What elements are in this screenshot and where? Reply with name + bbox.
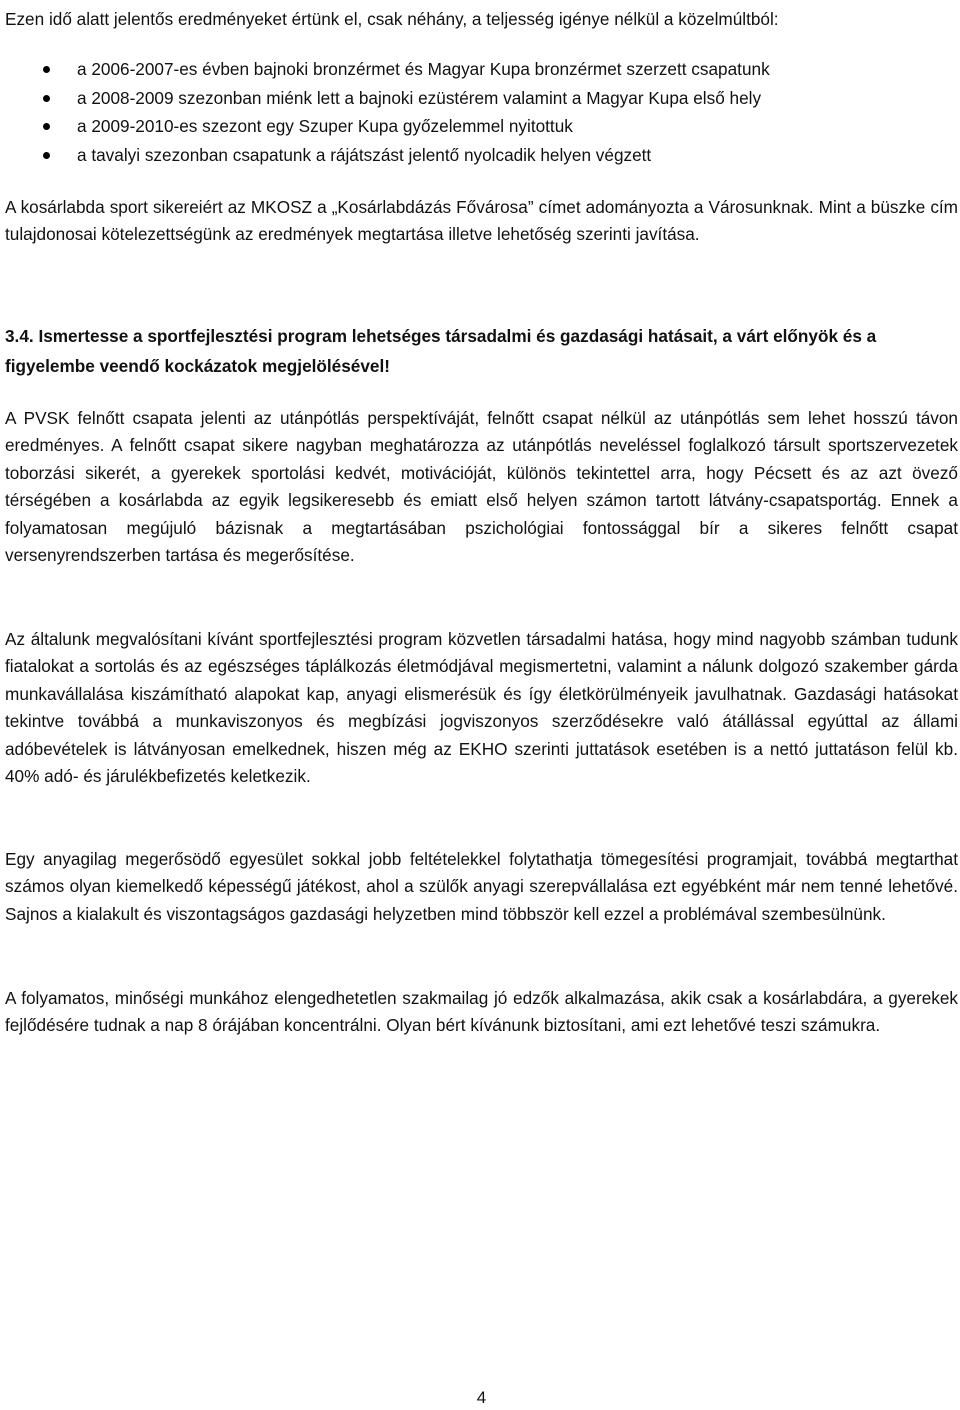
list-item-text: a 2009-2010-es szezont egy Szuper Kupa győzelemmel nyitottuk xyxy=(77,116,573,137)
body-paragraph-4: A folyamatos, minőségi munkához elengedhetetlen szakmailag jó edzők alkalmazása, akik csak a kosárlabdára, a gyerekek fejlődésére tudnak a nap 8 órájában koncentrálni. Olyan bért kívánunk biztosítani, ami ezt lehetővé teszi számukra. xyxy=(5,988,958,1036)
body-paragraph-2: Az általunk megvalósítani kívánt sportfejlesztési program közvetlen társadalmi hatása, hogy mind nagyobb számban tudunk fiatalokat a sortolás és az egészséges táplálkozás életmódjával megismertetni, valamint a nálunk dolgozó szakember gárda munkavállalása kiszámítható alapokat kap, anyagi elismerésük és így életkörülményeik javulhatnak. Gazdasági hatásokat tekintve továbbá a munkaviszonyos és megbízási jogviszonyos szerződésekre való átállással egyúttal az állami adóbevételek is látványosan emelkednek, hiszen még az EKHO szerinti juttatások esetében is a nettó juttatáson felül kb. 40% adó- és járulékbefizetés keletkezik. xyxy=(5,629,958,787)
section-heading: 3.4. Ismertesse a sportfejlesztési program lehetséges társadalmi és gazdasági hatásait, a várt előnyök és a figyelembe veendő kockázatok megjelölésével! xyxy=(5,326,877,376)
bullet-icon xyxy=(43,95,50,102)
list-item xyxy=(5,141,958,170)
list-item-text: a 2006-2007-es évben bajnoki bronzérmet és Magyar Kupa bronzérmet szerzett csapatunk xyxy=(77,59,770,79)
page-number: 4 xyxy=(476,1388,487,1407)
achievements-list xyxy=(5,55,958,169)
list-item-text: a 2008-2009 szezonban miénk lett a bajnoki ezüstérem valamint a Magyar Kupa első hely xyxy=(77,87,762,108)
body-paragraph-1: A PVSK felnőtt csapata jelenti az utánpótlás perspektíváját, felnőtt csapat nélkül az utánpótlás sem lehet hosszú távon eredményes. A felnőtt csapat sikere nagyban meghatározza az utánpótlás neveléssel foglalkozó társult sportszervezetek toborzási sikerét, a gyerekek sportolási kedvét, motivációját, különös tekintettel arra, hogy Pécsett és az azt övező térségében a kosárlabda az egyik legsikeresebb és emiatt első helyen számon tartott látvány-csapatsportág. Ennek a folyamatosan megújuló bázisnak a megtartásában pszichológiai fontossággal bír a sikeres felnőtt csapat versenyrendszerben tartása és megerősítése. xyxy=(5,408,958,566)
award-paragraph: A kosárlabda sport sikereiért az MKOSZ a „Kosárlabdázás Fővárosa” címet adományozta a Városunknak. Mint a büszke cím tulajdonosai kötelezettségünk az eredmények megtartása illetve lehetőség szerinti javítása. xyxy=(5,197,958,245)
intro-text: Ezen idő alatt jelentős eredményeket értünk el, csak néhány, a teljesség igénye nélkül a közelmúltból: xyxy=(5,9,779,29)
list-item xyxy=(5,112,958,141)
bullet-icon xyxy=(43,152,50,159)
document-page xyxy=(5,0,958,1410)
list-item xyxy=(5,84,958,113)
list-item xyxy=(5,55,958,84)
body-paragraph-3: Egy anyagilag megerősödő egyesület sokkal jobb feltételekkel folytathatja tömegesítési programjait, továbbá megtarthat számos olyan kiemelkedő képességű játékost, ahol a szülők anyagi szerepvállalása ezt egyébként már nem tenné lehetővé. Sajnos a kialakult és viszontagságos gazdasági helyzetben mind többször kell ezzel a problémával szembesülnünk. xyxy=(5,849,958,924)
bullet-icon xyxy=(43,66,50,73)
bullet-icon xyxy=(43,123,50,130)
list-item-text: a tavalyi szezonban csapatunk a rájátszást jelentő nyolcadik helyen végzett xyxy=(77,144,652,165)
